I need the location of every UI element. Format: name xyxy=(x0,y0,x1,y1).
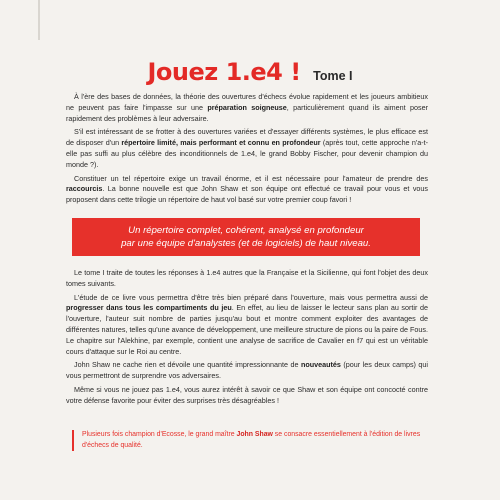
banner-line-1: Un répertoire complet, cohérent, analysé en profondeur xyxy=(128,225,364,236)
intro-paragraph-1: À l'ère des bases de données, la théorie des ouvertures d'échecs évolue rapidement et les joueurs ambitieux ne peuvent pas faire l'impasse sur une préparation soigneuse, particulièrement quand ils aiment poser rapidement des problèmes à leur adversaire. xyxy=(66,92,428,123)
details-paragraph-2: L'étude de ce livre vous permettra d'être très bien préparé dans l'ouverture, mais vous permettra aussi de progresser dans tous les compartiments du jeu. En effet, au lieu de laisser le lecteur sans plan au sortir de l'ouverture, l'auteur suit nombre de parties jusqu'au bout et montre comment exploiter des avantages de différentes natures, telles qu'une avance de développement, une meilleure structure de pions ou la paire de Fous. Le chapitre sur l'Alekhine, par exemple, contient une analyse de sacrifice de Cavalier en f7 qui est un véritable cours d'attaque sur le Roi au centre. xyxy=(66,292,428,356)
highlight-banner xyxy=(72,218,420,256)
details-text xyxy=(66,268,428,410)
title-volume: Tome I xyxy=(313,69,353,83)
title-main: Jouez 1.e4 ! xyxy=(147,58,301,86)
intro-paragraph-2: S'il est intéressant de se frotter à des ouvertures variées et d'essayer différents systèmes, le plus efficace est de disposer d'un répertoire limité, mais performant et connu en profondeur (après tout, cette approche n'a-t-elle pas suffi au plus célèbre des inconditionnels de 1.e4, le grand Bobby Fischer, pour devenir champion du monde ?). xyxy=(66,127,428,169)
author-name: John Shaw xyxy=(236,431,273,438)
details-paragraph-1: Le tome I traite de toutes les réponses à 1.e4 autres que la Française et la Sicilienne, qui font l'objet des deux tomes suivants. xyxy=(66,268,428,288)
details-paragraph-3: John Shaw ne cache rien et dévoile une quantité impressionnante de nouveautés (pour les deux camps) qui vous permettront de surprendre vos adversaires. xyxy=(66,360,428,381)
details-paragraph-4: Même si vous ne jouez pas 1.e4, vous aurez intérêt à savoir ce que Shaw et son équipe ont concocté contre votre défense favorite pour éviter des surprises très désagréables ! xyxy=(66,384,428,405)
intro-text xyxy=(66,92,428,209)
top-divider xyxy=(38,0,40,40)
author-bio: Plusieurs fois champion d'Ecosse, le grand maître John Shaw se consacre essentiellement à l'édition de livres d'échecs de qualité. xyxy=(72,430,427,451)
intro-paragraph-3: Constituer un tel répertoire exige un travail énorme, et il est nécessaire pour l'amateur de prendre des raccourcis. La bonne nouvelle est que John Shaw et son équipe ont effectué ce travail pour vous et vous proposent dans cette trilogie un répertoire de haut vol basé sur votre premier coup favori ! xyxy=(66,173,428,205)
book-title xyxy=(0,58,500,86)
banner-line-2: par une équipe d'analystes (et de logiciels) de haut niveau. xyxy=(121,238,371,249)
